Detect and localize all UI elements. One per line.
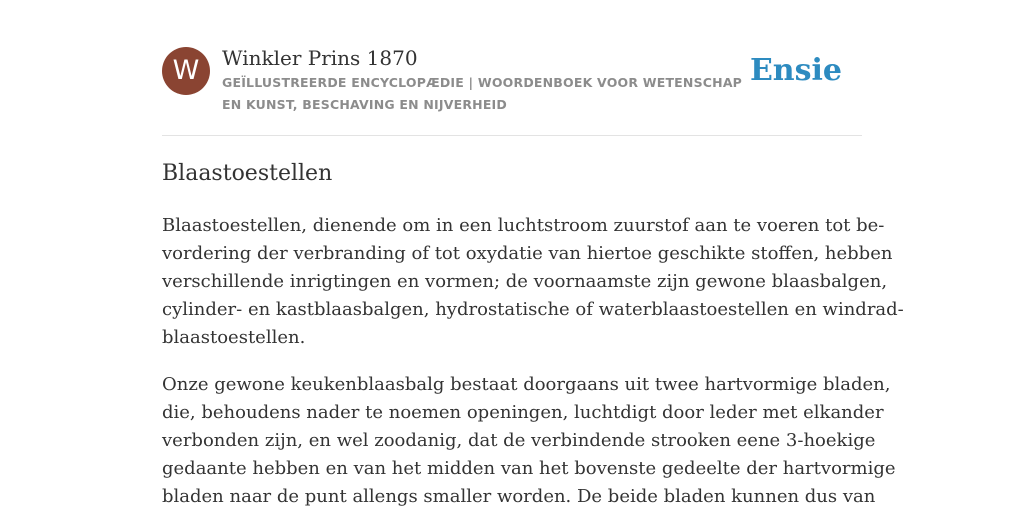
paragraph-line: verschillende inrigtingen en vormen; de voornaamste zijn gewone blaasbalgen, (162, 271, 888, 292)
paragraph-line: Onze gewone keukenblaasbalg bestaat doorgaans uit twee hartvormige bladen, (162, 374, 891, 395)
publication-subtitle: GEÏLLUSTREERDE ENCYCLOPÆDIE | WOORDENBOEK VOOR WETENSCHAP EN KUNST, BESCHAVING EN NIJVERHEID (222, 75, 743, 112)
article (162, 158, 904, 511)
paragraph-line: verbonden zijn, en wel zoodanig, dat de verbindende strooken eene 3-hoekige (162, 430, 876, 451)
publication-avatar[interactable]: W (162, 47, 210, 95)
article-paragraph-2 (162, 371, 896, 511)
paragraph-line: blaastoestellen. (162, 327, 306, 348)
paragraph-line: cylinder- en kastblaasbalgen, hydrostatische of waterblaastoestellen en windrad- (162, 299, 904, 320)
ensie-logo[interactable]: Ensie (749, 53, 842, 88)
paragraph-line: Blaastoestellen, dienende om in een luchtstroom zuurstof aan te voeren tot be- (162, 215, 885, 236)
header (162, 46, 862, 136)
paragraph-line: vordering der verbranding of tot oxydatie van hiertoe geschikte stoffen, hebben (162, 243, 893, 264)
article-title: Blaastoestellen (162, 161, 333, 186)
publication-title[interactable]: Winkler Prins 1870 (222, 46, 418, 70)
header-divider (162, 135, 862, 136)
article-paragraph-1 (162, 212, 904, 352)
paragraph-line: die, behoudens nader te noemen openingen, luchtdigt door leder met elkander (162, 402, 884, 423)
paragraph-line: bladen naar de punt allengs smaller worden. De beide bladen kunnen dus van (162, 486, 876, 507)
paragraph-line: gedaante hebben en van het midden van het bovenste gedeelte der hartvormige (162, 458, 896, 479)
